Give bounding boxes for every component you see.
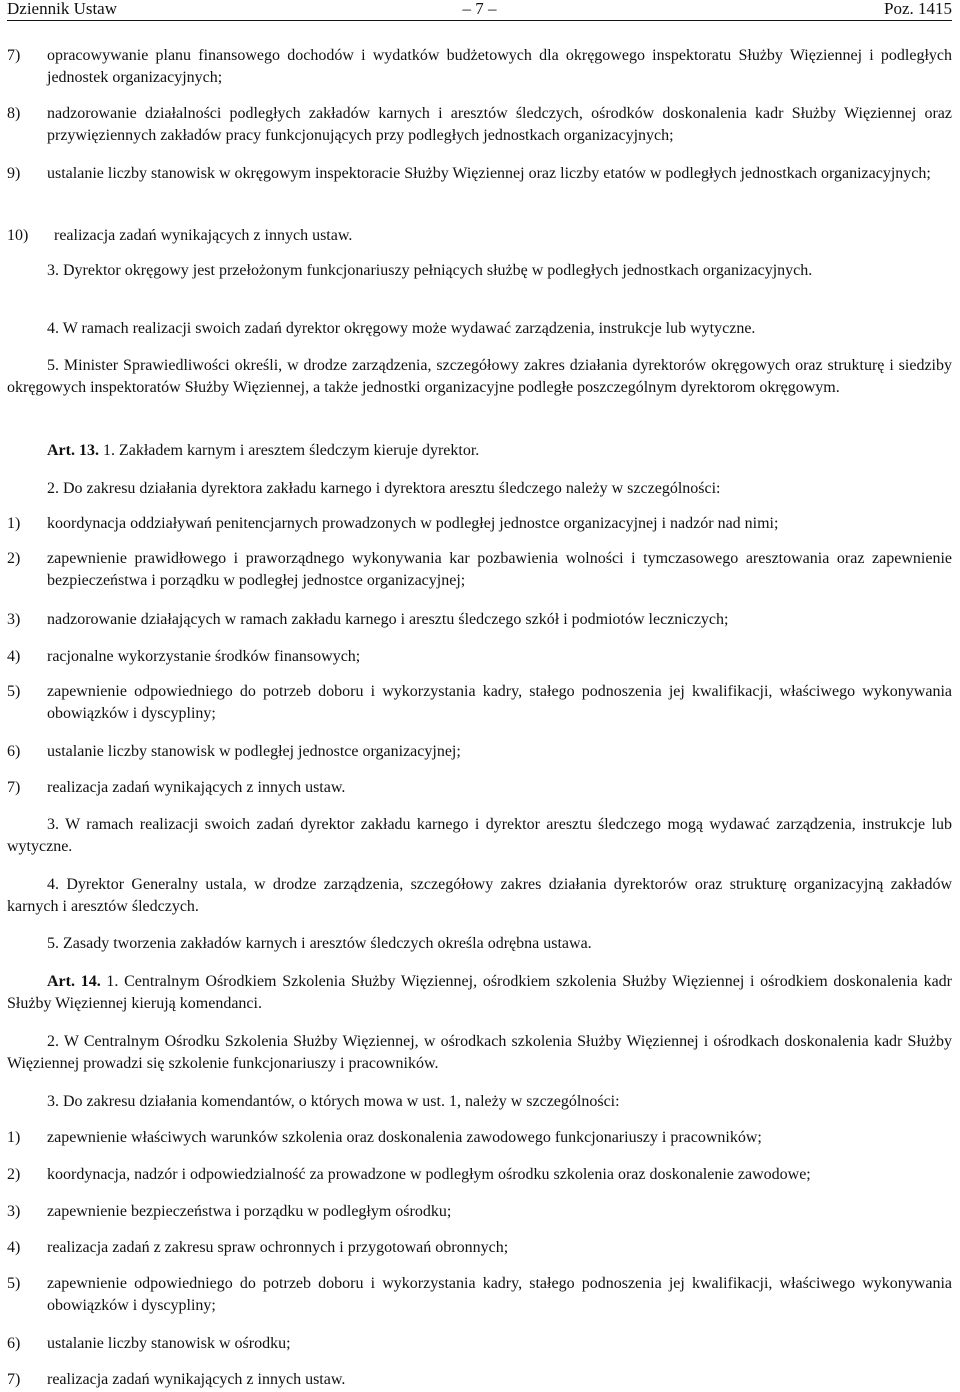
list-item: 6) ustalanie liczby stanowisk w podległej jednostce organizacyjnej;: [7, 743, 461, 760]
list-item: 9) ustalanie liczby stanowisk w okręgowym inspektoracie Służby Więziennej oraz liczby etatów w podległych jednostkach organizacyjnych;: [7, 165, 931, 182]
list-item: 7) realizacja zadań wynikających z innych ustaw.: [7, 1371, 346, 1388]
paragraph: 5. Zasady tworzenia zakładów karnych i aresztów śledczych określa odrębna ustawa.: [47, 935, 592, 952]
paragraph: 3. W ramach realizacji swoich zadań dyrektor zakładu karnego i dyrektor aresztu śledczego mogą wydawać zarządzenia, instrukcje lub wytyczne.: [7, 816, 952, 855]
article-heading: Art. 14.: [47, 973, 101, 990]
list-item: 10) realizacja zadań wynikających z innych ustaw.: [7, 227, 353, 244]
list-item: 2) zapewnienie prawidłowego i praworządnego wykonywania kar pozbawienia wolności i tymczasowego aresztowania oraz zapewnienie bezpieczeństwa i porządku w podległej jednostce organizacyjnej;: [7, 550, 952, 589]
article-13-paragraph-1: Art. 13. 1. Zakładem karnym i aresztem śledczym kieruje dyrektor.: [47, 442, 480, 459]
list-item: 1) zapewnienie właściwych warunków szkolenia oraz doskonalenia zawodowego funkcjonariuszy i pracowników;: [7, 1129, 762, 1146]
paragraph: 3. Do zakresu działania komendantów, o których mowa w ust. 1, należy w szczególności:: [47, 1093, 620, 1110]
list-item: 5) zapewnienie odpowiedniego do potrzeb doboru i wykorzystania kadry, stałego podnoszenia jej kwalifikacji, właściwego wykonywania obowiązków i dyscypliny;: [7, 1275, 952, 1314]
list-item: 7) opracowywanie planu finansowego dochodów i wydatków budżetowych dla okręgowego inspektoratu Służby Więziennej i podległych jednostek organizacyjnych;: [7, 47, 952, 86]
journal-title: Dziennik Ustaw: [7, 0, 118, 18]
list-item: 1) koordynacja oddziaływań penitencjarnych prowadzonych w podległej jednostce organizacyjnej i nadzór nad nimi;: [7, 515, 779, 532]
list-item: 3) zapewnienie bezpieczeństwa i porządku w podległym ośrodku;: [7, 1203, 452, 1220]
paragraph: 4. W ramach realizacji swoich zadań dyrektor okręgowy może wydawać zarządzenia, instrukcje lub wytyczne.: [47, 320, 756, 337]
list-item: 3) nadzorowanie działających w ramach zakładu karnego i aresztu śledczego szkół i podmiotów leczniczych;: [7, 611, 729, 628]
paragraph: 4. Dyrektor Generalny ustala, w drodze zarządzenia, szczegółowy zakres działania dyrektorów oraz strukturę organizacyjną zakładów karnych i aresztów śledczych.: [7, 876, 952, 915]
page-number: – 7 –: [462, 0, 497, 18]
page-header: [7, 0, 952, 21]
article-heading: Art. 13.: [47, 442, 99, 459]
paragraph: 3. Dyrektor okręgowy jest przełożonym funkcjonariuszy pełniących służbę w podległych jednostkach organizacyjnych.: [47, 262, 813, 279]
position-number: Poz. 1415: [884, 0, 952, 18]
list-item: 4) realizacja zadań z zakresu spraw ochronnych i przygotowań obronnych;: [7, 1239, 509, 1256]
list-item: 6) ustalanie liczby stanowisk w ośrodku;: [7, 1335, 291, 1352]
list-item: 2) koordynacja, nadzór i odpowiedzialność za prowadzone w podległym ośrodku szkolenia oraz doskonalenie zawodowe;: [7, 1166, 811, 1183]
paragraph: 2. Do zakresu działania dyrektora zakładu karnego i dyrektora aresztu śledczego należy w szczególności:: [47, 480, 721, 497]
paragraph: 5. Minister Sprawiedliwości określi, w drodze zarządzenia, szczegółowy zakres działania dyrektorów okręgowych oraz strukturę i siedziby okręgowych inspektoratów Służby Więziennej, a także jednostki organizacyjne podległe poszczególnym dyrektorom okręgowym.: [7, 357, 952, 396]
list-item: 8) nadzorowanie działalności podległych zakładów karnych i aresztów śledczych, ośrodków doskonalenia kadr Służby Więziennej oraz przywięziennych zakładów pracy funkcjonujących przy podległych jednostkach organizacyjnych;: [7, 105, 952, 144]
paragraph: 2. W Centralnym Ośrodku Szkolenia Służby Więziennej, w ośrodkach szkolenia Służby Więziennej i ośrodkach doskonalenia kadr Służby Więziennej prowadzi się szkolenie funkcjonariuszy i pracowników.: [7, 1033, 952, 1072]
article-14-paragraph-1: Art. 14. 1. Centralnym Ośrodkiem Szkolenia Służby Więziennej, ośrodkiem szkolenia Służby Więziennej i ośrodkiem doskonalenia kadr Służby Więziennej kierują komendanci.: [7, 973, 953, 1012]
list-item: 5) zapewnienie odpowiedniego do potrzeb doboru i wykorzystania kadry, stałego podnoszenia jej kwalifikacji, właściwego wykonywania obowiązków i dyscypliny;: [7, 683, 952, 722]
list-item: 7) realizacja zadań wynikających z innych ustaw.: [7, 779, 346, 796]
list-item: 4) racjonalne wykorzystanie środków finansowych;: [7, 648, 361, 665]
